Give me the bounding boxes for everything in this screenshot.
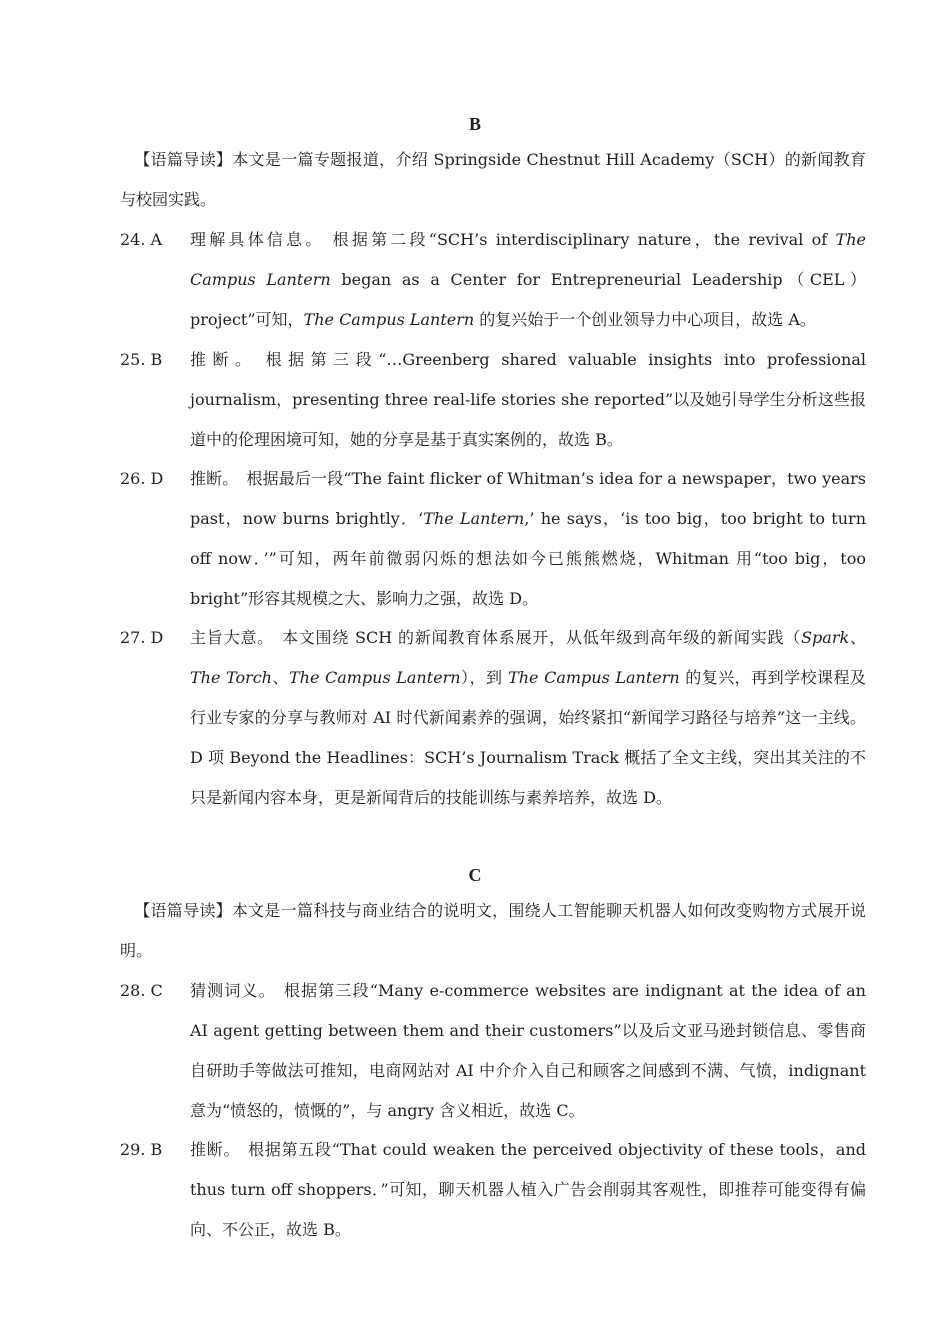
answer-label: 推断。 [190, 350, 258, 369]
answer-text: 的复兴，再到学校课程及行业专家的分享与教师对 AI 时代新闻素养的强调，始终紧扣“新闻学习路径与培养”这一主线。D 项 Beyond the Headlines：SCH’s Journalism Track 概括了全文主线，突出其关注的不只是新闻内容本身，更是新闻背后的技能训练与素养培养，故选 D。 [190, 668, 867, 807]
answer-label: 推断。 [190, 469, 239, 488]
italic-title: Spark [801, 628, 850, 647]
intro-text: 本文是一篇专题报道，介绍 Springside Chestnut Hill Academy（SCH）的新闻教育与校园实践。 [120, 150, 866, 209]
italic-title: The Campus Lantern [508, 668, 680, 687]
section-c-heading: C [468, 865, 482, 885]
italic-title: The Campus Lantern [303, 310, 475, 329]
section-b-intro [120, 140, 866, 220]
intro-tag: 【语篇导读】 [134, 150, 233, 169]
italic-title: The Campus Lantern [288, 668, 461, 687]
answer-number: 29. B [120, 1140, 163, 1159]
answer-24 [120, 220, 866, 340]
answer-body [190, 618, 866, 818]
answer-25 [120, 340, 866, 460]
answer-26 [120, 459, 866, 619]
answer-text: 、 [272, 668, 289, 687]
answer-text: 根据第三段“Many e-commerce websites are indignant at the idea of an AI agent getting between them and their customers”以及后文亚马逊封锁信息、零售商自研助手等做法可推知，电商网站对 AI 中介介入自己和顾客之间感到不满、气愤，indignant 意为“愤怒的，愤慨的”，与 angry 含义相近，故选 C。 [190, 981, 866, 1120]
answer-body [190, 340, 866, 460]
answer-number: 27. D [120, 628, 164, 647]
answer-text: 、 [849, 628, 866, 647]
answer-label: 推断。 [190, 1140, 241, 1159]
answer-label: 主旨大意。 [190, 628, 274, 647]
italic-title: The Torch [190, 668, 272, 687]
answer-text: 本文围绕 SCH 的新闻教育体系展开，从低年级到高年级的新闻实践（ [281, 628, 802, 647]
answer-text: 的复兴始于一个创业领导力中心项目，故选 A。 [474, 310, 816, 329]
answer-label: 理解具体信息。 [190, 230, 325, 249]
answer-27 [120, 618, 866, 818]
answer-text: 根据第五段“That could weaken the perceived objectivity of these tools，and thus turn off shoppers．”可知，聊天机器人植入广告会削弱其客观性，即推荐可能变得有偏向、不公正，故选 B。 [190, 1140, 866, 1239]
answer-text: 根据第三段“…Greenberg shared valuable insights into professional journalism，presenting three real-life stories she reported”以及她引导学生分析这些报道中的伦理困境可知，她的分享是基于真实案例的，故选 B。 [190, 350, 866, 449]
answer-text: ,’ he says，‘is too big，too bright to turn off now．’”可知，两年前微弱闪烁的想法如今已熊熊燃烧，Whitman 用“too big，too bright”形容其规模之大、影响力之强，故选 D。 [190, 509, 866, 608]
answer-body [190, 220, 866, 340]
answer-body [190, 971, 866, 1131]
answer-number: 28. C [120, 981, 163, 1000]
answer-text: began as a Center for Entrepreneurial Leadership（CEL）project”可知， [190, 270, 866, 329]
answer-28 [120, 971, 866, 1131]
answer-number: 24. A [120, 230, 163, 249]
answer-label: 猜测词义。 [190, 981, 276, 1000]
answer-text: 根据第二段“SCH’s interdisciplinary nature，the revival of [332, 230, 836, 249]
answer-text: ），到 [460, 668, 509, 687]
answer-body [190, 459, 866, 619]
section-c-intro [120, 891, 866, 971]
section-b-heading: B [468, 114, 481, 134]
italic-title: The Campus Lantern [190, 230, 866, 289]
intro-tag: 【语篇导读】 [134, 901, 232, 920]
answer-text: 根据最后一段“The faint flicker of Whitman’s idea for a newspaper，two years past，now burns brightly．‘ [190, 469, 866, 528]
answer-29 [120, 1130, 866, 1250]
intro-text: 本文是一篇科技与商业结合的说明文，围绕人工智能聊天机器人如何改变购物方式展开说明。 [120, 901, 866, 960]
answer-number: 26. D [120, 469, 164, 488]
answer-body [190, 1130, 866, 1250]
answer-number: 25. B [120, 350, 163, 369]
italic-title: The Lantern [423, 509, 525, 528]
